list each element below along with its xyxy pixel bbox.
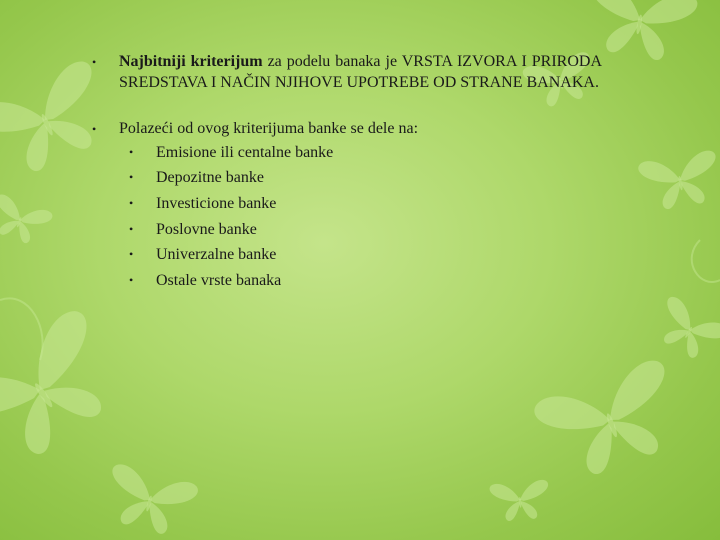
list-item: [92, 268, 602, 294]
list-item-text: Investicione banke: [156, 194, 277, 212]
list-item: [92, 242, 602, 268]
list-item: [92, 165, 602, 191]
bullet-text: Polazeći od ovog kriterijuma banke se dele na:: [119, 120, 419, 137]
bullet-lead-bold: Najbitniji kriterijum: [119, 53, 263, 70]
bullet-dot: •: [129, 170, 134, 185]
bullet-dot: •: [92, 122, 97, 136]
list-item-text: Univerzalne banke: [156, 246, 277, 264]
bullet-dot: •: [129, 273, 134, 288]
list-item-text: Ostale vrste banaka: [156, 272, 282, 290]
bullet-dot: •: [129, 144, 134, 159]
list-item: [92, 191, 602, 217]
list-item-text: Emisione ili centalne banke: [156, 143, 334, 161]
list-item-text: Poslovne banke: [156, 220, 257, 238]
bullet-text: za podelu banaka je VRSTA IZVORA I PRIRODA SREDSTAVA I NAČIN NJIHOVE UPOTREBE OD STRANE BANAKA.: [119, 53, 602, 91]
bullet-dot: •: [129, 247, 134, 262]
bullet-criterion: [92, 52, 602, 93]
list-item: [92, 217, 602, 243]
bullet-dot: •: [92, 55, 97, 69]
bank-types-list: [92, 140, 602, 294]
bullet-dot: •: [129, 195, 134, 210]
list-item: [92, 140, 602, 166]
list-item-text: Depozitne banke: [156, 169, 264, 187]
slide-content: [92, 52, 602, 294]
bullet-dot: •: [129, 221, 134, 236]
bullet-division-intro: [92, 119, 602, 140]
